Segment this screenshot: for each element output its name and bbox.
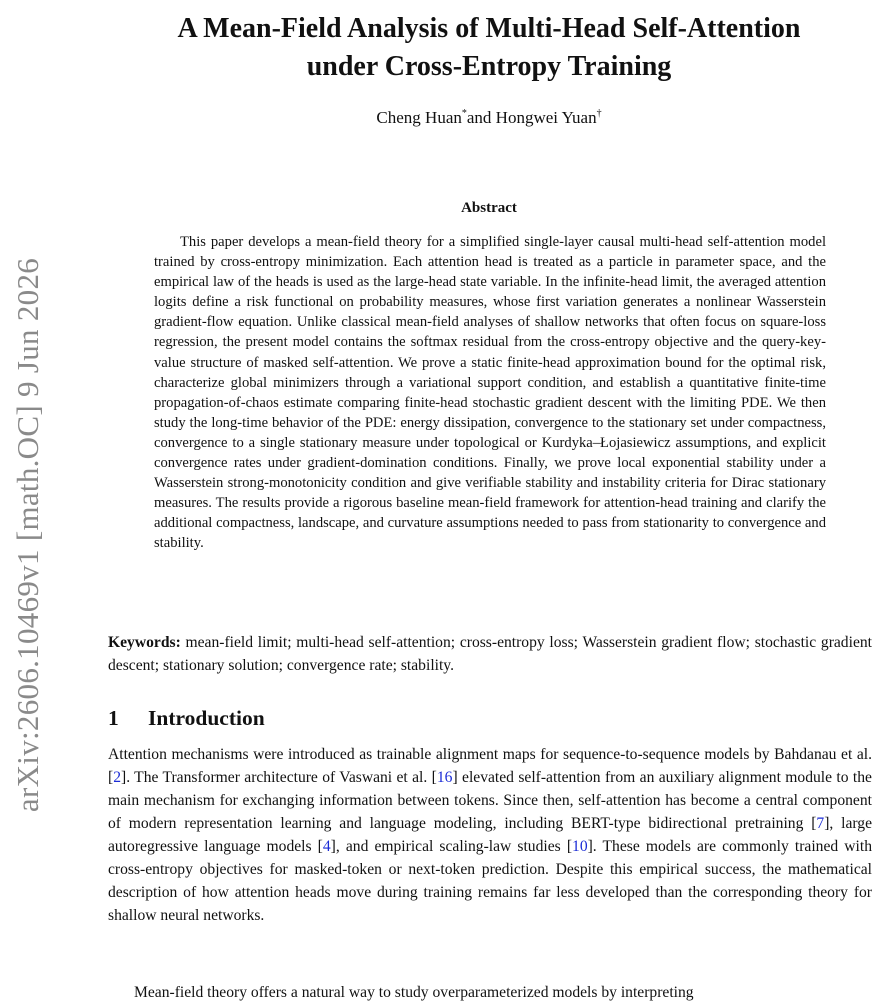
author-2-footnote-mark[interactable]: †: [596, 108, 602, 119]
keywords-label: Keywords:: [108, 634, 181, 651]
keywords-list: mean-field limit; multi-head self-attention; cross-entropy loss; Wasserstein gradient flow; stochastic gradient descent; stationary solution; convergence rate; stability.: [108, 634, 872, 674]
intro-text-segment: ], large autoregressive language models [: [108, 815, 872, 855]
abstract-text: This paper develops a mean-field theory for a simplified single-layer causal multi-head self-attention model trained by cross-entropy minimization. Each attention head is treated as a particle in parameter space, and the empirical law of the heads is used as the large-head state variable. In the infinite-head limit, the averaged attention logits define a risk functional on probability measures, whose first variation generates a nonlinear Wasserstein gradient-flow equation. Unlike classical mean-field analyses of shallow networks that often focus on square-loss regression, the present model contains the softmax residual from the cross-entropy objective and the query-key-value structure of masked self-attention. We prove a static finite-head approximation bound for the optimal risk, characterize global minimizers through a variational support condition, and establish a quantitative finite-time propagation-of-chaos estimate comparing finite-head stochastic gradient descent with the limiting PDE. We then study the long-time behavior of the PDE: energy dissipation, convergence to the stationary set under compactness, convergence to a single stationary measure under topological or Kurdyka–Łojasiewicz assumptions, and explicit convergence rates under gradient-domination conditions. Finally, we prove local exponential stability under a Wasserstein strong-monotonicity condition and give verifiable stability and instability criteria for Dirac stationary measures. The results provide a rigorous baseline mean-field framework for attention-head training and clarify the additional compactness, landscape, and curvature assumptions needed to pass from stationarity to convergence and stability.: [154, 234, 826, 552]
intro-paragraph-1: [108, 743, 872, 927]
citation-link[interactable]: 7: [816, 815, 825, 832]
keywords: [108, 631, 872, 677]
author-1: Cheng Huan: [376, 108, 462, 127]
authors: [100, 108, 878, 128]
abstract-heading: Abstract: [461, 200, 517, 216]
citation-link[interactable]: 10: [572, 838, 588, 855]
author-2: and Hongwei Yuan: [466, 108, 597, 127]
author-1-footnote-mark[interactable]: *: [461, 108, 467, 119]
paper-title: [100, 10, 878, 86]
intro-text-segment: Attention mechanisms were introduced as trainable alignment maps for sequence-to-sequence models by Bahdanau et al. [: [108, 746, 872, 786]
arxiv-identifier: [2, 230, 54, 840]
arxiv-identifier-text: arXiv:2606.10469v1 [math.OC] 9 Jun 2026: [10, 257, 45, 813]
intro-text-segment: ] elevated self-attention from an auxiliary alignment module to the main mechanism for exchanging information between tokens. Since then, self-attention has become a central component of modern representation learning and language modeling, including BERT-type bidirectional pretraining [: [108, 769, 872, 832]
citation-link[interactable]: 4: [322, 838, 331, 855]
title-line-2: under Cross-Entropy Training: [306, 51, 672, 82]
intro-text-segment: ]. The Transformer architecture of Vaswani et al. [: [121, 769, 437, 786]
citation-link[interactable]: 2: [113, 769, 121, 786]
title-line-1: A Mean-Field Analysis of Multi-Head Self-Attention: [177, 13, 801, 44]
intro-text-segment: ]. These models are commonly trained with cross-entropy objectives for masked-token or next-token prediction. Despite this empirical success, the mathematical description of how attention heads move during training remains far less developed than the corresponding theory for shallow neural networks.: [108, 838, 873, 924]
section-number: 1: [108, 706, 119, 730]
citation-link[interactable]: 16: [436, 769, 453, 786]
section-title: Introduction: [148, 706, 265, 730]
intro-paragraph-2: Mean-field theory offers a natural way to study overparameterized models by interpreting: [134, 984, 694, 1001]
intro-text-segment: ], and empirical scaling-law studies [: [330, 838, 573, 855]
section-heading-introduction: [108, 706, 265, 731]
